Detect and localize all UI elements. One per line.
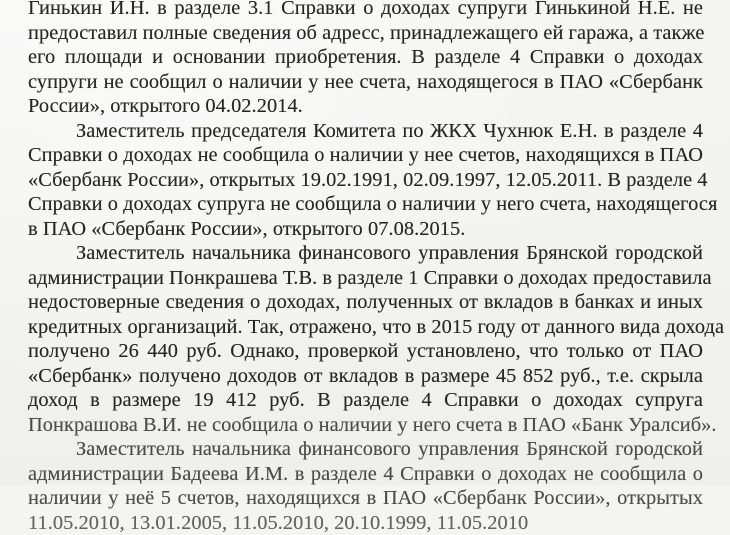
text-line: недостоверные сведения о доходах, полученных от вкладов в банках и иных — [28, 290, 703, 315]
text-line: Заместитель начальника финансового управления Брянской городской — [28, 241, 703, 266]
text-line: администрации Понкрашева Т.В. в разделе 1 Справки о доходах предоставила — [28, 266, 703, 291]
text-line: кредитных организаций. Так, отражено, что в 2015 году от данного вида дохода — [28, 315, 703, 340]
text-line: предоставил полные сведения об адресс, принадлежащего ей гаража, а также — [28, 21, 703, 46]
text-line: получено 26 440 руб. Однако, проверкой установлено, что только от ПАО — [28, 339, 703, 364]
text-line: «Сбербанк» получено доходов от вкладов в размере 45 852 руб., т.е. скрыла — [28, 364, 703, 389]
text-line: Гинькин И.Н. в разделе 3.1 Справки о доходах супруги Гинькиной Н.Е. не — [28, 0, 703, 21]
text-line: Заместитель начальника финансового управления Брянской городской — [28, 437, 703, 462]
text-line: России», открытого 04.02.2014. — [28, 94, 703, 119]
text-line: в ПАО «Сбербанк России», открытого 07.08.2015. — [28, 217, 703, 242]
text-line: супруги не сообщил о наличии у нее счета, находящегося в ПАО «Сбербанк — [28, 70, 703, 95]
text-line: его площади и основании приобретения. В разделе 4 Справки о доходах — [28, 45, 703, 70]
text-line: Заместитель председателя Комитета по ЖКХ Чухнюк Е.Н. в разделе 4 — [28, 119, 703, 144]
text-line: 11.05.2010, 13.01.2005, 11.05.2010, 20.10.1999, 11.05.2010 — [28, 511, 703, 535]
paragraph-ponkrasheva — [28, 241, 703, 437]
text-line: администрации Бадеева И.М. в разделе 4 Справки о доходах не сообщила о — [28, 462, 703, 487]
text-line: наличии у неё 5 счетов, находящихся в ПАО «Сбербанк России», открытых — [28, 486, 703, 511]
text-line: Понкрашова В.И. не сообщила о наличии у него счета в ПАО «Банк Уралсиб». — [28, 413, 703, 438]
text-line: Справки о доходах супруга не сообщила о наличии у него счета, находящегося — [28, 192, 703, 217]
paragraph-chukhnyuk — [28, 119, 703, 242]
text-line: «Сбербанк России», открытых 19.02.1991, 02.09.1997, 12.05.2011. В разделе 4 — [28, 168, 703, 193]
paragraph-badeeva — [28, 437, 703, 535]
document-body — [28, 0, 703, 535]
paragraph-ginkin — [28, 0, 703, 119]
text-line: Справки о доходах не сообщила о наличии у нее счетов, находящихся в ПАО — [28, 143, 703, 168]
text-line: доход в размере 19 412 руб. В разделе 4 Справки о доходах супруга — [28, 388, 703, 413]
